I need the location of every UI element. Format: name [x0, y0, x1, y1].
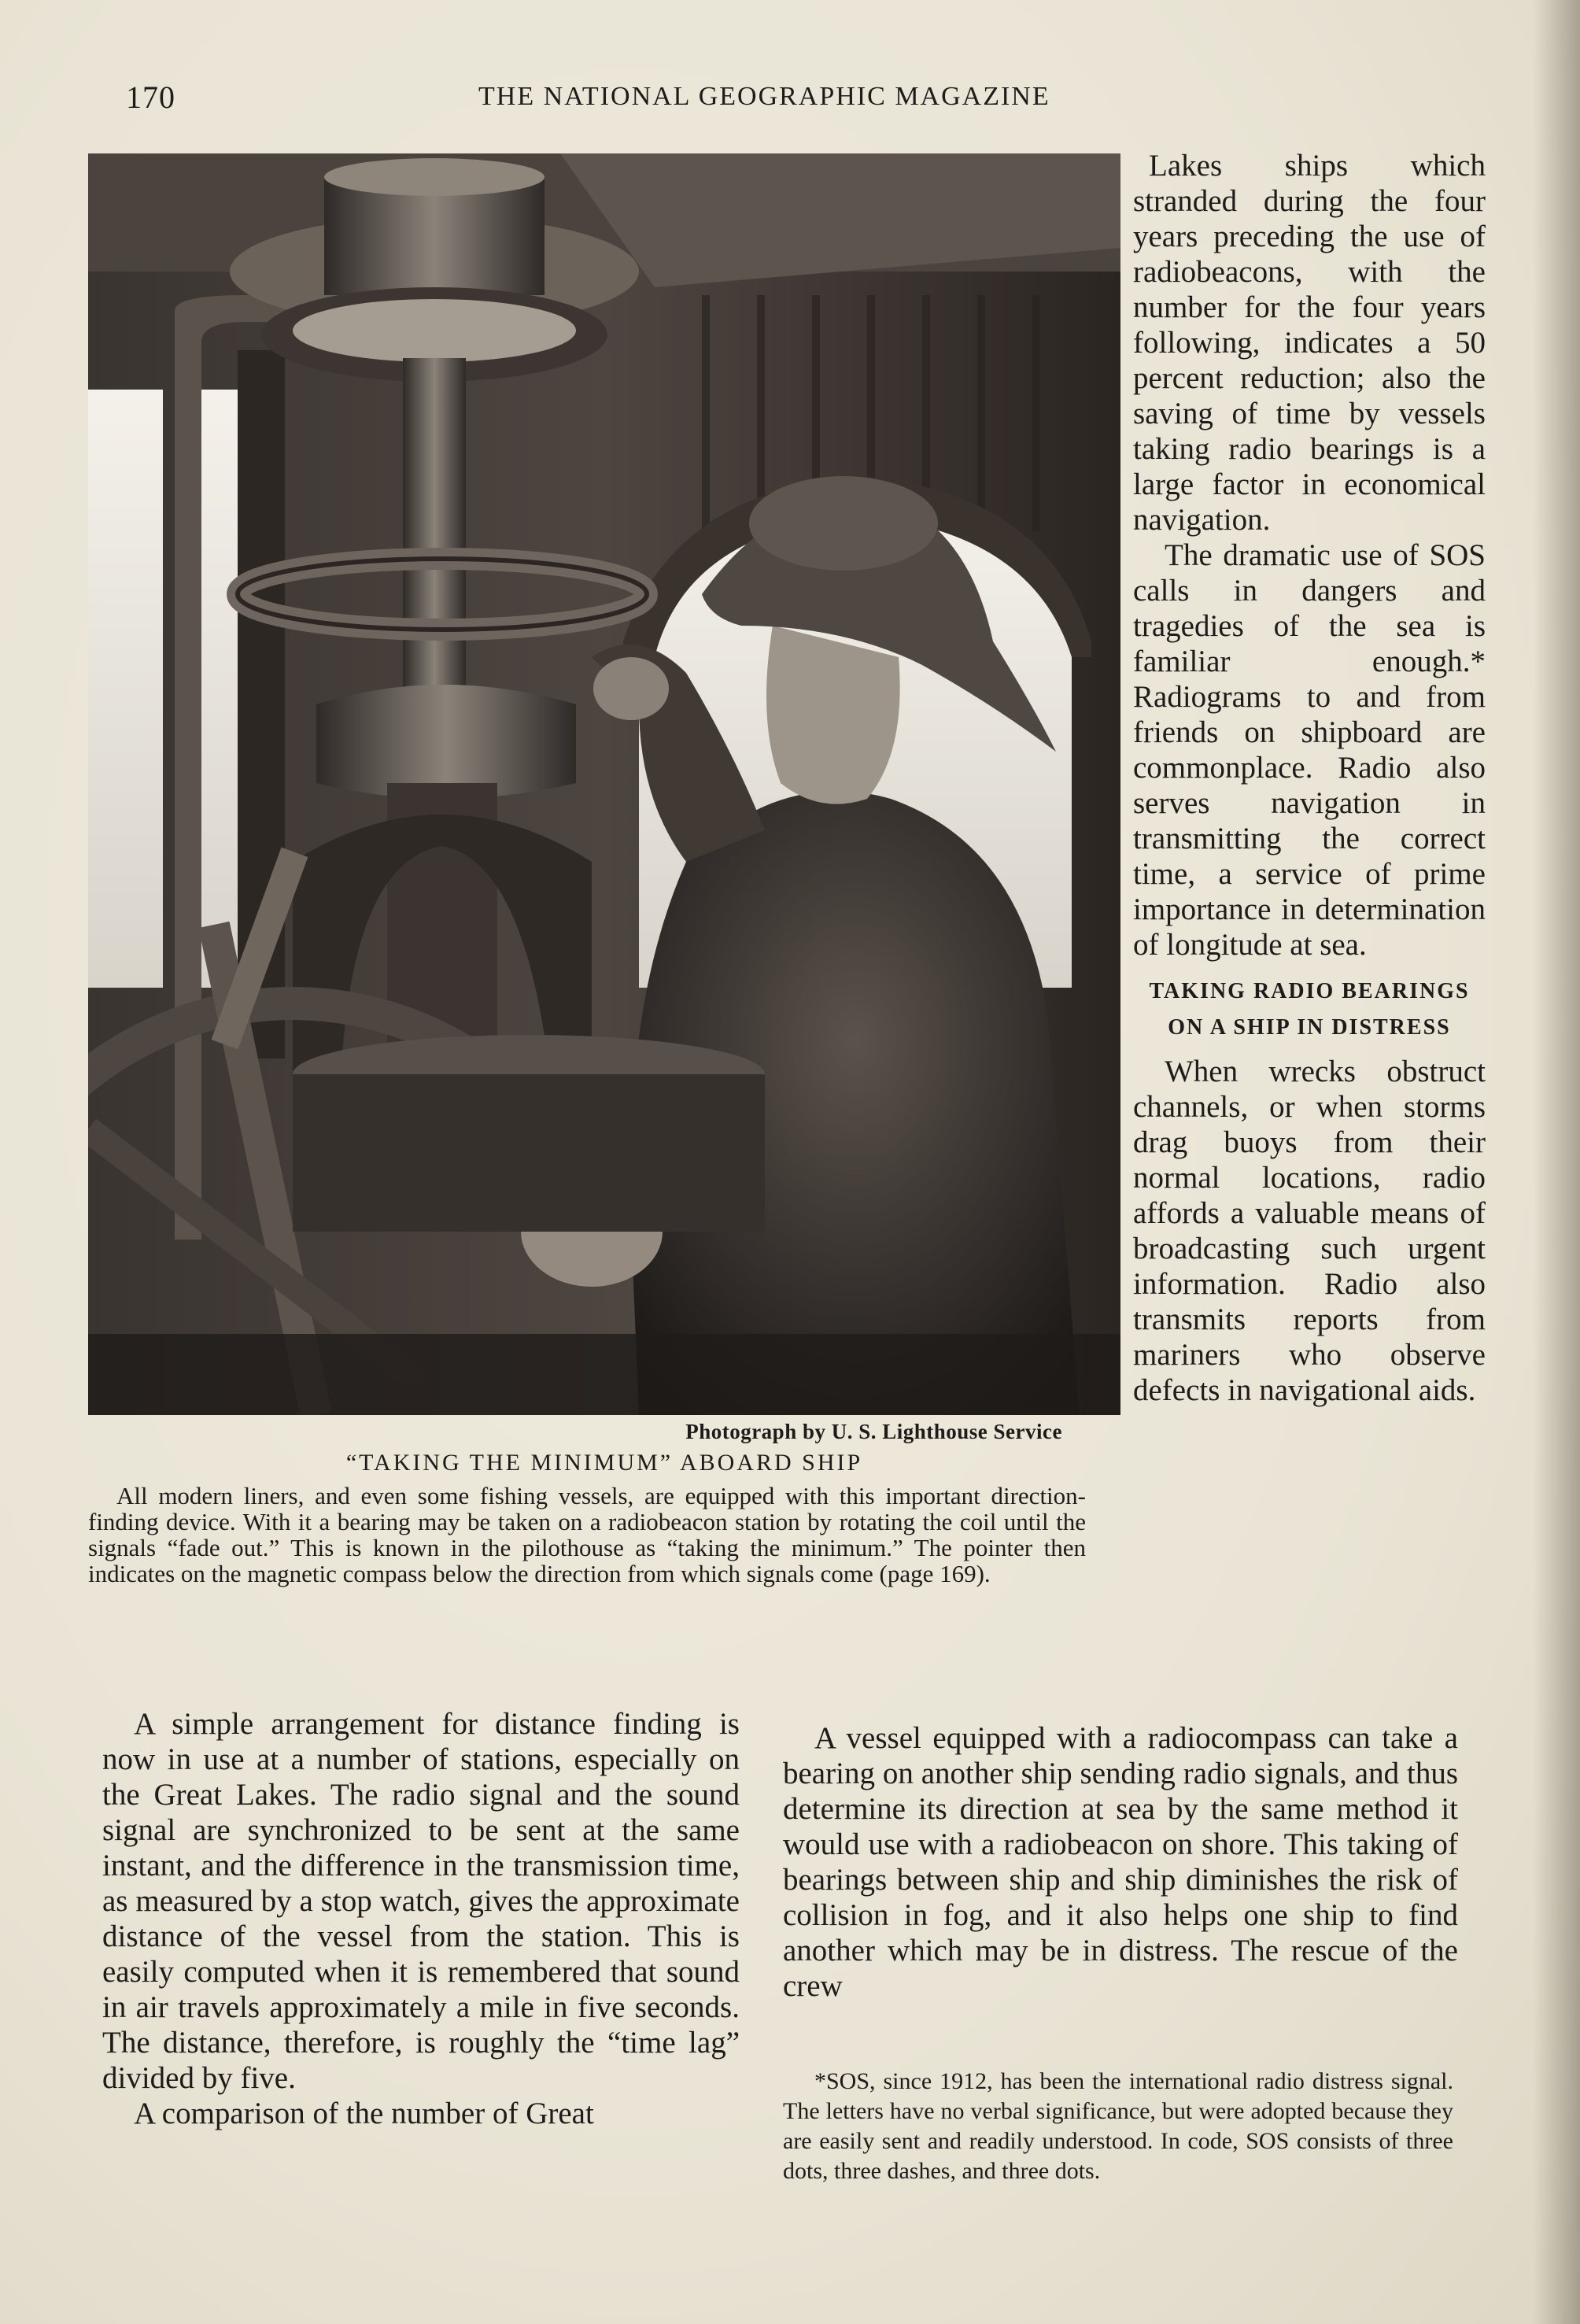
photo-credit: Photograph by U. S. Lighthouse Service	[685, 1420, 1062, 1443]
side-paragraph-2: The dramatic use of SOS calls in dangers and tragedies of the sea is familiar enough.* Radiograms to and from friends on shipboard are commonplace. Radio also serves navigation in transmitting the correct time, a service of prime importance in determination of longitude at sea.	[1133, 538, 1486, 962]
caption-title: “TAKING THE MINIMUM” ABOARD SHIP	[345, 1450, 863, 1476]
footnote-text: *SOS, since 1912, has been the international radio distress signal. The letters have no verbal significance, but were adopted because they are easily sent and readily understood. In code, SOS consists of three dots, three dashes, and three dots.	[783, 2068, 1453, 2184]
right-paragraph-1: A vessel equipped with a radiocompass can take a bearing on another ship sending radio signals, and thus determine its direction at sea by the same method it would use with a radiobeacon on shore. This taking of bearings between ship and ship diminishes the risk of collision in fog, and it also helps one ship to find another which may be in distress. The rescue of the crew	[783, 1721, 1458, 2003]
footnote	[783, 2067, 1453, 2186]
running-head: THE NATIONAL GEOGRAPHIC MAGAZINE	[478, 82, 1050, 111]
side-column	[1133, 148, 1486, 1408]
section-subheading: TAKING RADIO BEARINGS ON A SHIP IN DISTRESS	[1149, 979, 1470, 1040]
caption-text: All modern liners, and even some fishing vessels, are equipped with this important direction-finding device. With it a bearing may be taken on a radiobeacon station by rotating the coil until the signals “fade out.” This is known in the pilothouse as “taking the minimum.” The pointer then indicates on the magnetic compass below the direction from which signals come (page 169).	[88, 1482, 1086, 1587]
side-paragraph-1: Lakes ships which stranded during the four years preceding the use of radiobeacons, with the number for the four years following, indicates a 50 percent reduction; also the saving of time by vessels taking radio bearings is a large factor in economical navigation.	[1133, 149, 1486, 537]
page-edge-shadow	[1533, 0, 1580, 2324]
photograph	[88, 153, 1120, 1415]
left-paragraph-2: A comparison of the number of Great	[134, 2097, 594, 2130]
pilothouse-photo-illustration	[88, 153, 1120, 1415]
page-number: 170	[126, 79, 175, 115]
caption-body	[88, 1483, 1086, 1587]
left-column	[102, 1706, 740, 2131]
right-column	[783, 1720, 1458, 2004]
side-paragraph-3: When wrecks obstruct channels, or when storms drag buoys from their normal locations, radio affords a valuable means of broadcasting such urgent information. Radio also transmits reports from mariners who observe defects in navigational aids.	[1133, 1055, 1486, 1407]
left-paragraph-1: A simple arrangement for distance finding is now in use at a number of stations, especially on the Great Lakes. The radio signal and the sound signal are synchronized to be sent at the same instant, and the difference in the transmission time, as measured by a stop watch, gives the approximate distance of the vessel from the station. This is easily computed when it is remembered that sound in air travels approximately a mile in five seconds. The distance, therefore, is roughly the “time lag” divided by five.	[102, 1707, 740, 2095]
